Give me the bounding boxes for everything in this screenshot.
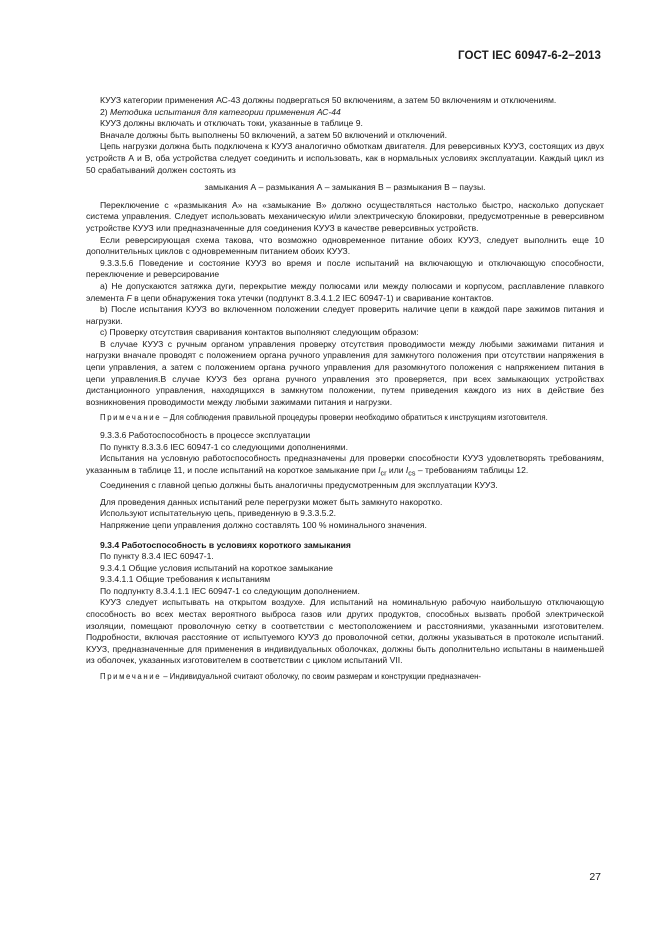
- text-run: или: [386, 464, 406, 475]
- subscript-cr: cr: [380, 469, 387, 478]
- paragraph: КУУЗ следует испытывать на открытом воздухе. Для испытаний на номинальную рабочую наибольшую отключающую способность во всех местах вероятного выброса газов или других продуктов, способных вызвать пробой электрической изоляции, помещают проволочную сетку в соответствии с местоположением и расстояниями, указанными изготовителем. Подробности, включая расстояние от испытуемого КУУЗ до проволочной сетки, должны указываться в протоколе испытаний. КУУЗ, предназначенные для применения в индивидуальных оболочках, должны быть дополнительно испытаны в наименьшей из оболочек, указанных изготовителем в соответствии с циклом испытаний VII.: [86, 597, 604, 666]
- text-run: – требованиям таблицы 12.: [415, 464, 529, 475]
- note-label: Примечание: [100, 413, 162, 423]
- document-code-header: ГОСТ IEC 60947-6-2−2013: [458, 50, 601, 62]
- note-text: – Для соблюдения правильной процедуры проверки необходимо обратиться к инструкциям изготовителя.: [161, 413, 548, 423]
- symbol-f: F: [126, 292, 132, 303]
- note: [86, 412, 604, 424]
- paragraph-item-c: c) Проверку отсутствия сваривания контактов выполняют следующим образом:: [100, 327, 419, 338]
- paragraph: КУУЗ должны включать и отключать токи, указанные в таблице 9.: [100, 118, 363, 129]
- note-label: Примечание: [100, 672, 162, 682]
- list-number: 2): [100, 106, 111, 117]
- paragraph-with-formula: [86, 453, 604, 480]
- paragraph-item-b: b) После испытания КУУЗ во включенном положении следует проверить наличие цепи в каждой паре зажимов питания и нагрузки.: [86, 304, 604, 326]
- page-number: 27: [589, 871, 601, 883]
- paragraph: По пункту 8.3.3.6 IEC 60947-1 со следующими дополнениями.: [100, 441, 348, 452]
- cycle-sequence: замыкания А – размыкания А – замыкания В – размыкания В – паузы.: [204, 182, 486, 193]
- subscript-cs: cs: [408, 469, 416, 478]
- symbol-i: I: [378, 464, 381, 475]
- section-heading-9-3-3-6: 9.3.3.6 Работоспособность в процессе эксплуатации: [100, 430, 311, 441]
- paragraph: По подпункту 8.3.4.1.1 IEC 60947-1 со следующим дополнением.: [100, 585, 360, 596]
- paragraph-method-title: [86, 107, 604, 119]
- document-body: [86, 95, 604, 689]
- text-run: Испытания на условную работоспособность предназначены для проверки способности КУУЗ удовлетворять требованиям, указанным в таблице 11, и после испытаний на короткое замыкание при: [86, 453, 604, 475]
- paragraph: Напряжение цепи управления должно составлять 100 % номинального значения.: [100, 519, 427, 530]
- section-heading-9-3-4: 9.3.4 Работоспособность в условиях короткого замыкания: [100, 539, 351, 550]
- text-run: a) Не допускаются затяжка дуги, перекрытие между полюсами или между полюсами и корпусом, расплавление плавкого элемента: [86, 280, 604, 303]
- paragraph: Если реверсирующая схема такова, что возможно одновременное питание обоих КУУЗ, следует выполнить еще 10 дополнительных циклов с одновременным питанием обоих КУУЗ.: [86, 234, 604, 257]
- paragraph: В случае КУУЗ с ручным органом управления проверку отсутствия проводимости между любыми зажимами питания и нагрузки вначале проводят с положением органа ручного управления для замкнутого положения при отсутствии напряжения в цепи управления, а затем с положением органа ручного управления для разомкнутого положения с напряжением питания в цепи управления.В случае КУУЗ без органа ручного управления это проверяется, при всех замыкающих устройствах дистанционного управления, находящихся в замкнутом положении, путем приведения каждого из них в действие без возникновения проводимости между любыми зажимами питания и нагрузки.: [86, 338, 604, 407]
- symbol-i: I: [405, 464, 409, 475]
- section-heading-9-3-4-1-1: 9.3.4.1.1 Общие требования к испытаниям: [100, 574, 271, 585]
- paragraph: Цепь нагрузки должна быть подключена к КУУЗ аналогично обмоткам двигателя. Для реверсивных КУУЗ, состоящих из двух устройств А и В, оба устройства следует соединить и использовать, как в нормальных условиях эксплуатации. Каждый цикл из 50 срабатываний должен состоять из: [86, 141, 604, 175]
- paragraph-item-a: [86, 281, 604, 304]
- paragraph: КУУЗ категории применения АС-43 должны подвергаться 50 включениям, а затем 50 включениям и отключениям.: [100, 95, 557, 105]
- paragraph: Вначале должны быть выполнены 50 включений, а затем 50 включений и отключений.: [100, 129, 448, 140]
- paragraph: Переключение с «размыкания А» на «замыкание В» должно осуществляться настолько быстро, насколько допускает система управления. Следует использовать механическую и/или электрическую блокировки, предусмотренные в реверсивном устройстве КУУЗ или предназначенные для соединения КУУЗ в качестве реверсивных устройств.: [86, 199, 604, 233]
- paragraph: Соединения с главной цепью должны быть аналогичны предусмотренным для эксплуатации КУУЗ.: [100, 480, 498, 491]
- note-text: – Индивидуальной считают оболочку, по своим размерам и конструкции предназначен-: [161, 672, 481, 682]
- note: [86, 671, 604, 683]
- section-heading-9-3-3-5-6: 9.3.3.5.6 Поведение и состояние КУУЗ во время и после испытаний на включающую и отключающую способности, переключение и реверсирование: [86, 257, 604, 280]
- paragraph: По пункту 8.3.4 IEC 60947-1.: [100, 551, 214, 562]
- section-heading-9-3-4-1: 9.3.4.1 Общие условия испытаний на короткое замыкание: [100, 562, 333, 573]
- paragraph: Используют испытательную цепь, приведенную в 9.3.3.5.2.: [100, 508, 336, 519]
- text-run: в цепи обнаружения тока утечки (подпункт 8.3.4.1.2 IEC 60947-1) и сваривание контактов.: [131, 292, 494, 303]
- paragraph: Для проведения данных испытаний реле перегрузки может быть замкнуто накоротко.: [100, 496, 443, 507]
- method-title: Методика испытания для категории применения АС-44: [110, 106, 341, 117]
